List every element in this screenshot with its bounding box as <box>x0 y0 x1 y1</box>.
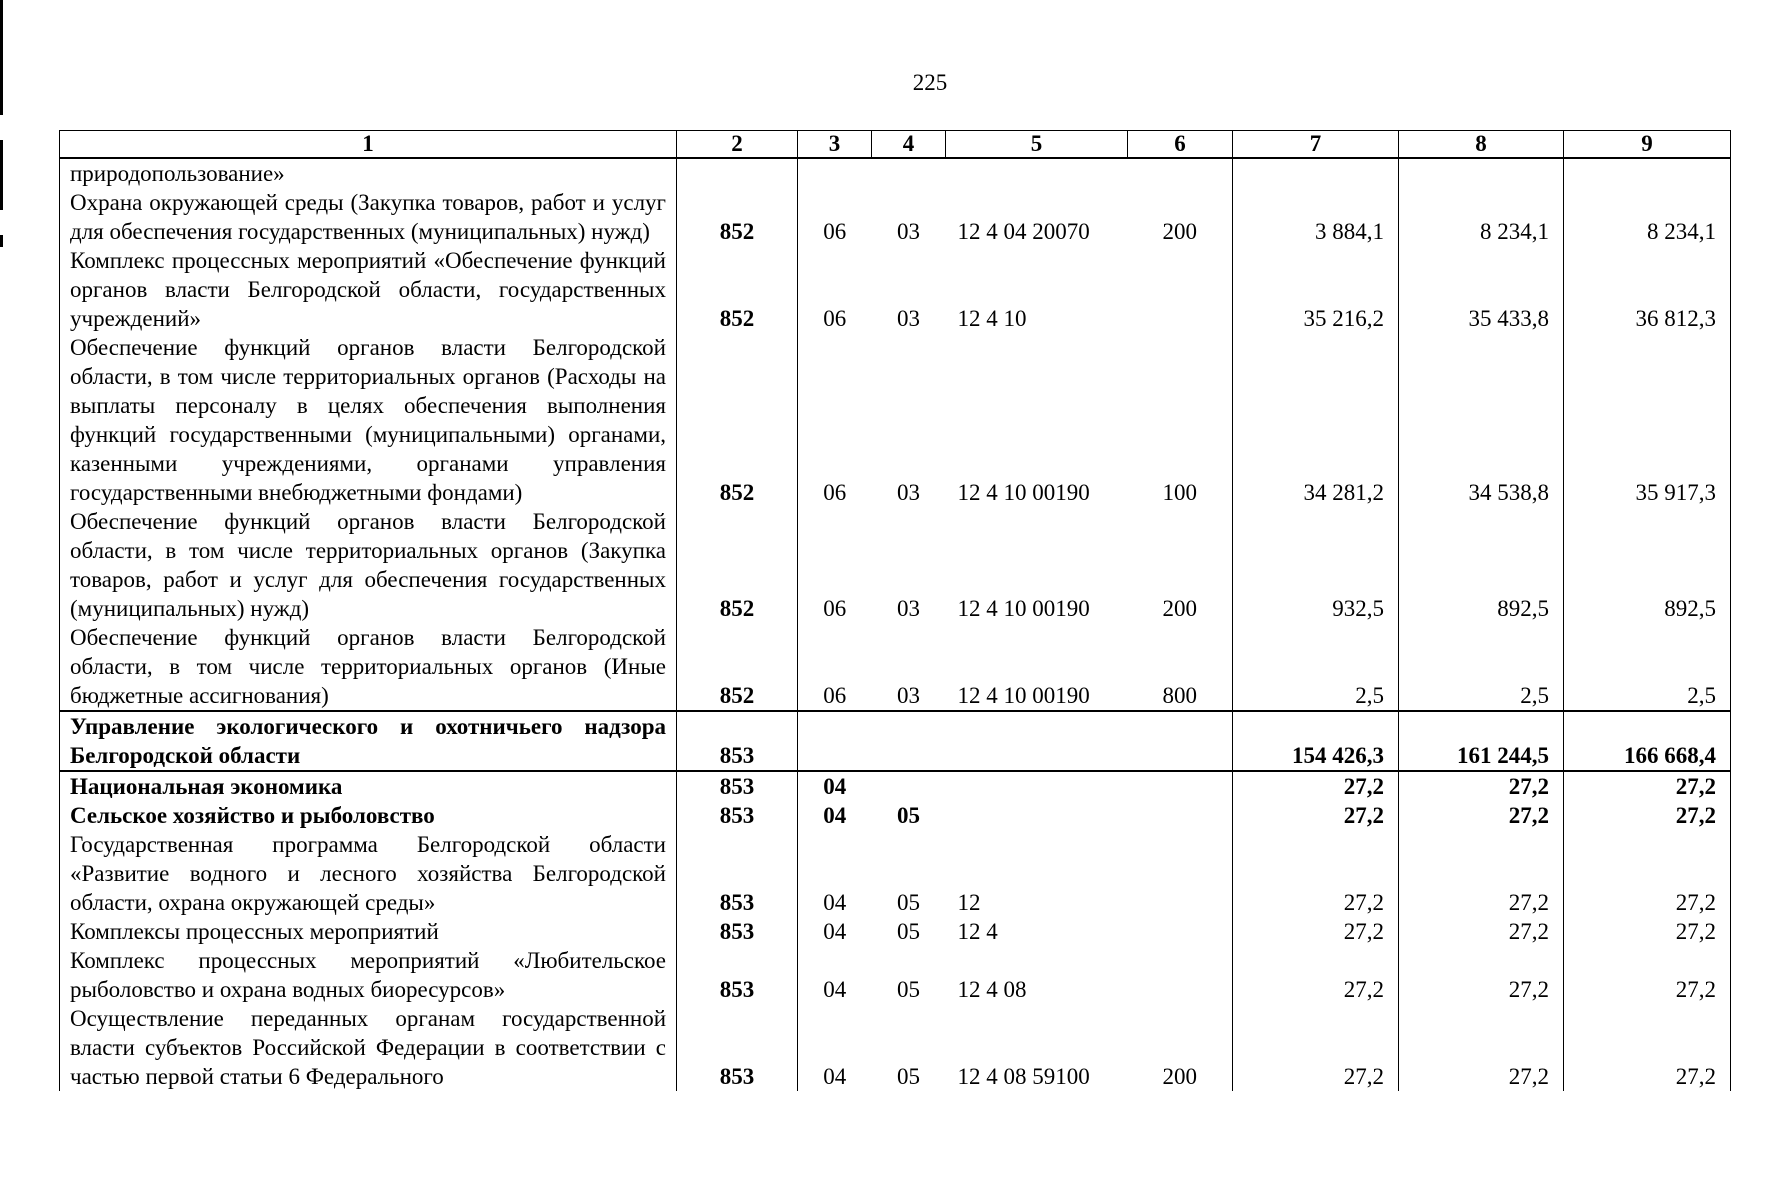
row-value-7: 27,2 <box>1233 801 1399 830</box>
row-target-article: 12 4 10 00190 <box>957 683 1090 708</box>
row-value-8: 27,2 <box>1399 917 1564 946</box>
row-value-7: 154 426,3 <box>1233 711 1399 771</box>
row-target-article: 12 4 08 <box>957 977 1027 1002</box>
row-expense-type <box>1128 246 1233 333</box>
row-value-9: 892,5 <box>1564 507 1731 623</box>
row-target-article: 12 4 04 20070 <box>957 219 1090 244</box>
row-section: 06 <box>798 246 872 333</box>
row-subsection: 03 <box>897 596 920 621</box>
row-subsection: 03 <box>897 306 920 331</box>
row-value-7: 932,5 <box>1233 507 1399 623</box>
row-expense-type: 200 <box>1128 188 1233 246</box>
row-target-article <box>946 158 1128 188</box>
row-value-7: 27,2 <box>1233 917 1399 946</box>
row-description: Комплексы процессных мероприятий <box>60 917 677 946</box>
row-value-7: 27,2 <box>1233 771 1399 801</box>
row-target-article: 12 <box>957 890 981 915</box>
row-value-8: 34 538,8 <box>1399 333 1564 507</box>
row-code: 853 <box>677 711 798 771</box>
row-target-article: 12 4 10 00190 <box>957 596 1090 621</box>
row-value-8: 27,2 <box>1399 946 1564 1004</box>
row-value-7: 27,2 <box>1233 946 1399 1004</box>
row-expense-type: 100 <box>1128 333 1233 507</box>
row-code: 852 <box>677 507 798 623</box>
row-description: Управление экологического и охотничьего надзора Белгородской области <box>60 711 677 771</box>
row-section: 06 <box>798 623 872 711</box>
row-value-7: 35 216,2 <box>1233 246 1399 333</box>
row-expense-type <box>1128 946 1233 1004</box>
left-margin-mark <box>0 140 3 210</box>
column-header: 7 <box>1233 131 1399 159</box>
table-row <box>60 917 1731 946</box>
row-value-8: 2,5 <box>1399 623 1564 711</box>
row-value-8: 27,2 <box>1399 801 1564 830</box>
row-value-9: 27,2 <box>1564 1004 1731 1091</box>
row-description: Охрана окружающей среды (Закупка товаров, работ и услуг для обеспечения государственных (муниципальных) нужд) <box>60 188 677 246</box>
row-section: 04 <box>798 771 872 801</box>
row-subsection: 05 <box>897 977 920 1002</box>
column-header: 3 <box>798 131 872 159</box>
row-subsection <box>872 158 946 188</box>
table-row <box>60 1004 1731 1091</box>
page-number: 225 <box>912 70 948 95</box>
row-value-8 <box>1399 158 1564 188</box>
row-code: 852 <box>677 333 798 507</box>
row-value-8: 27,2 <box>1399 830 1564 917</box>
row-description: природопользование» <box>60 158 677 188</box>
row-expense-type <box>1128 917 1233 946</box>
row-expense-type <box>1128 830 1233 917</box>
row-value-9: 27,2 <box>1564 917 1731 946</box>
row-value-8: 27,2 <box>1399 1004 1564 1091</box>
row-value-9: 2,5 <box>1564 623 1731 711</box>
column-header: 6 <box>1128 131 1233 159</box>
row-code: 853 <box>677 830 798 917</box>
table-row-agency-total <box>60 711 1731 771</box>
row-code: 853 <box>677 946 798 1004</box>
column-header: 4 <box>872 131 946 159</box>
table-row <box>60 188 1731 246</box>
row-description: Обеспечение функций органов власти Белгородской области, в том числе территориальных органов (Расходы на выплаты персоналу в целях обеспечения выполнения функций государственными (муниципальными) органами, казенными учреждениями, органами управления государственными внебюджетными фондами) <box>60 333 677 507</box>
row-subsection: 05 <box>897 890 920 915</box>
row-description: Комплекс процессных мероприятий «Любительское рыболовство и охрана водных биоресурсов» <box>60 946 677 1004</box>
row-subsection: 03 <box>897 480 920 505</box>
row-description: Государственная программа Белгородской области «Развитие водного и лесного хозяйства Белгородской области, охрана окружающей среды» <box>60 830 677 917</box>
table-row <box>60 946 1731 1004</box>
row-expense-type: 200 <box>1128 1004 1233 1091</box>
row-expense-type <box>1128 801 1233 830</box>
row-description: Обеспечение функций органов власти Белгородской области, в том числе территориальных органов (Иные бюджетные ассигнования) <box>60 623 677 711</box>
table-row <box>60 623 1731 711</box>
row-section: 04 <box>798 801 872 830</box>
row-subsection <box>872 711 946 771</box>
row-target-article <box>946 771 1128 801</box>
row-section: 04 <box>798 946 872 1004</box>
row-value-9: 27,2 <box>1564 830 1731 917</box>
column-header: 1 <box>60 131 677 159</box>
row-value-7: 2,5 <box>1233 623 1399 711</box>
row-section: 04 <box>798 917 872 946</box>
row-value-7: 3 884,1 <box>1233 188 1399 246</box>
table-row <box>60 246 1731 333</box>
row-value-8: 892,5 <box>1399 507 1564 623</box>
row-section <box>798 158 872 188</box>
row-value-7: 34 281,2 <box>1233 333 1399 507</box>
row-subsection: 03 <box>897 219 920 244</box>
table-row-subsection-total <box>60 801 1731 830</box>
column-header: 5 <box>946 131 1128 159</box>
row-value-8: 27,2 <box>1399 771 1564 801</box>
row-description: Сельское хозяйство и рыболовство <box>60 801 677 830</box>
row-subsection <box>872 771 946 801</box>
table-row-section-total <box>60 771 1731 801</box>
row-target-article: 12 4 10 <box>957 306 1027 331</box>
row-expense-type: 200 <box>1128 507 1233 623</box>
row-expense-type: 800 <box>1128 623 1233 711</box>
row-expense-type <box>1128 711 1233 771</box>
row-target-article <box>946 711 1128 771</box>
row-code: 852 <box>677 188 798 246</box>
row-value-9: 8 234,1 <box>1564 188 1731 246</box>
column-header: 8 <box>1399 131 1564 159</box>
row-code: 853 <box>677 917 798 946</box>
column-header: 2 <box>677 131 798 159</box>
left-margin-mark <box>0 0 3 115</box>
row-section: 04 <box>798 830 872 917</box>
row-description: Национальная экономика <box>60 771 677 801</box>
row-section: 06 <box>798 188 872 246</box>
row-target-article: 12 4 08 59100 <box>957 1064 1090 1089</box>
row-value-9: 166 668,4 <box>1564 711 1731 771</box>
row-value-9: 27,2 <box>1564 946 1731 1004</box>
table-row <box>60 830 1731 917</box>
row-value-8: 35 433,8 <box>1399 246 1564 333</box>
row-subsection: 05 <box>897 803 920 828</box>
row-code: 853 <box>677 771 798 801</box>
header-row <box>60 131 1731 159</box>
row-section <box>798 711 872 771</box>
row-target-article: 12 4 10 00190 <box>957 480 1090 505</box>
row-value-7: 27,2 <box>1233 1004 1399 1091</box>
row-value-9: 35 917,3 <box>1564 333 1731 507</box>
row-section: 06 <box>798 507 872 623</box>
row-description: Обеспечение функций органов власти Белгородской области, в том числе территориальных органов (Закупка товаров, работ и услуг для обеспечения государственных (муниципальных) нужд) <box>60 507 677 623</box>
row-value-9 <box>1564 158 1731 188</box>
left-margin-mark <box>0 235 3 247</box>
row-value-8: 161 244,5 <box>1399 711 1564 771</box>
row-value-8: 8 234,1 <box>1399 188 1564 246</box>
row-value-9: 27,2 <box>1564 801 1731 830</box>
budget-table <box>59 130 1731 1091</box>
row-description: Комплекс процессных мероприятий «Обеспечение функций органов власти Белгородской области, государственных учреждений» <box>60 246 677 333</box>
row-value-7 <box>1233 158 1399 188</box>
row-description: Осуществление переданных органам государственной власти субъектов Российской Федерации в соответствии с частью первой статьи 6 Федерального <box>60 1004 677 1091</box>
row-subsection: 05 <box>897 1064 920 1089</box>
row-code: 853 <box>677 1004 798 1091</box>
row-value-9: 27,2 <box>1564 771 1731 801</box>
row-subsection: 05 <box>897 919 920 944</box>
row-subsection: 03 <box>897 683 920 708</box>
row-section: 04 <box>798 1004 872 1091</box>
row-target-article: 12 4 <box>957 919 998 944</box>
table-row <box>60 507 1731 623</box>
row-expense-type <box>1128 771 1233 801</box>
row-code <box>677 158 798 188</box>
row-value-9: 36 812,3 <box>1564 246 1731 333</box>
row-value-7: 27,2 <box>1233 830 1399 917</box>
row-code: 853 <box>677 801 798 830</box>
row-target-article <box>946 801 1128 830</box>
table-row <box>60 333 1731 507</box>
row-expense-type <box>1128 158 1233 188</box>
table-row <box>60 158 1731 188</box>
row-code: 852 <box>677 246 798 333</box>
row-section: 06 <box>798 333 872 507</box>
row-code: 852 <box>677 623 798 711</box>
column-header: 9 <box>1564 131 1731 159</box>
